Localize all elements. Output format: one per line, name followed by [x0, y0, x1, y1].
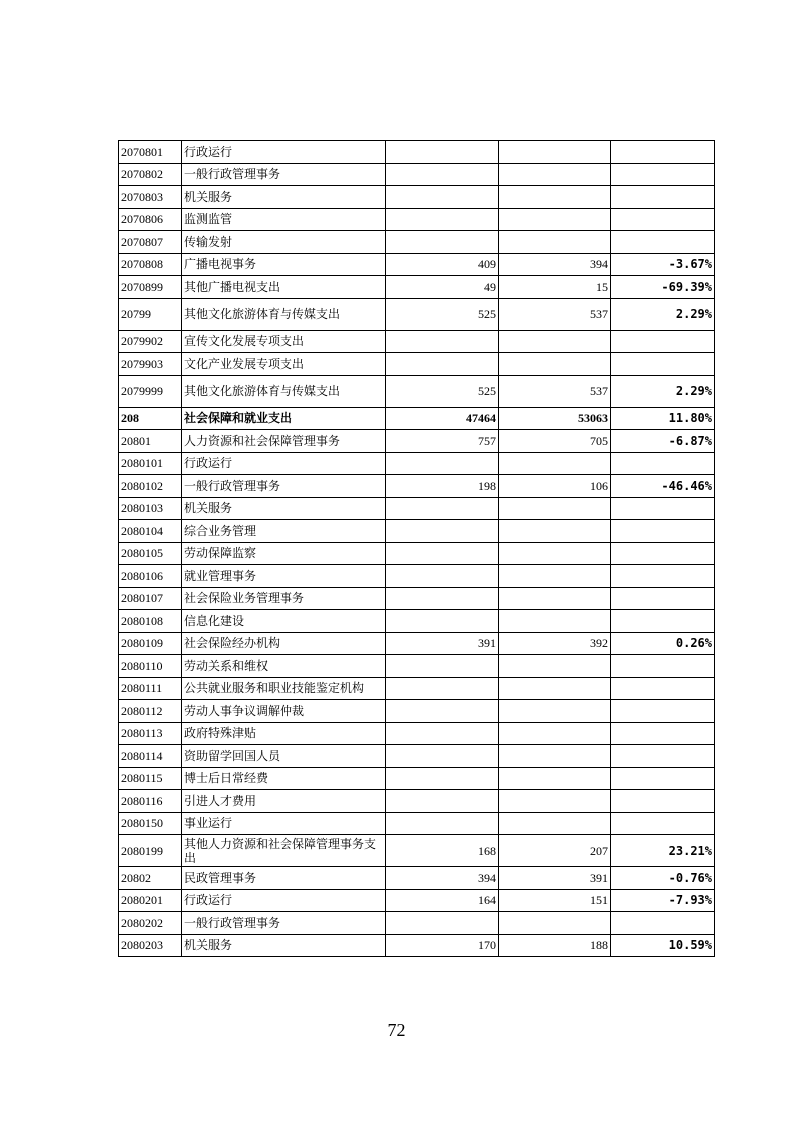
row-value-2: 207 — [499, 835, 611, 867]
row-code: 2080150 — [119, 812, 182, 835]
row-change-percent: -69.39% — [611, 276, 715, 299]
table-row — [119, 912, 715, 935]
row-value-1 — [386, 610, 499, 633]
row-code: 2080103 — [119, 497, 182, 520]
row-name: 其他广播电视支出 — [182, 276, 386, 299]
row-change-percent: 23.21% — [611, 835, 715, 867]
row-name: 宣传文化发展专项支出 — [182, 330, 386, 353]
row-value-1: 409 — [386, 253, 499, 276]
row-code: 2080110 — [119, 655, 182, 678]
row-value-2 — [499, 745, 611, 768]
row-value-2: 537 — [499, 298, 611, 330]
table-row — [119, 610, 715, 633]
row-value-1 — [386, 141, 499, 164]
row-change-percent — [611, 330, 715, 353]
row-value-2 — [499, 330, 611, 353]
table-row — [119, 231, 715, 254]
row-name: 其他文化旅游体育与传媒支出 — [182, 298, 386, 330]
row-value-1 — [386, 353, 499, 376]
row-change-percent — [611, 767, 715, 790]
table-row — [119, 565, 715, 588]
row-code: 2080202 — [119, 912, 182, 935]
row-name: 社会保障和就业支出 — [182, 407, 386, 430]
row-value-1: 49 — [386, 276, 499, 299]
row-code: 2070803 — [119, 186, 182, 209]
table-row — [119, 253, 715, 276]
row-value-1 — [386, 231, 499, 254]
row-name: 公共就业服务和职业技能鉴定机构 — [182, 677, 386, 700]
row-value-2 — [499, 812, 611, 835]
row-change-percent: 11.80% — [611, 407, 715, 430]
row-code: 2080111 — [119, 677, 182, 700]
row-name: 一般行政管理事务 — [182, 912, 386, 935]
table-row — [119, 867, 715, 890]
row-name: 社会保险经办机构 — [182, 632, 386, 655]
row-name: 机关服务 — [182, 186, 386, 209]
row-value-2: 394 — [499, 253, 611, 276]
row-change-percent: -0.76% — [611, 867, 715, 890]
row-value-2 — [499, 587, 611, 610]
row-value-2: 15 — [499, 276, 611, 299]
row-value-1 — [386, 452, 499, 475]
row-value-1 — [386, 330, 499, 353]
row-name: 监测监管 — [182, 208, 386, 231]
row-name: 机关服务 — [182, 497, 386, 520]
row-value-2: 391 — [499, 867, 611, 890]
table-row — [119, 497, 715, 520]
table-row — [119, 186, 715, 209]
table-row — [119, 520, 715, 543]
row-value-2 — [499, 655, 611, 678]
row-name: 其他文化旅游体育与传媒支出 — [182, 375, 386, 407]
row-name: 就业管理事务 — [182, 565, 386, 588]
row-value-2: 106 — [499, 475, 611, 498]
row-change-percent — [611, 186, 715, 209]
row-value-2 — [499, 208, 611, 231]
row-change-percent — [611, 745, 715, 768]
row-code: 20802 — [119, 867, 182, 890]
row-name: 劳动关系和维权 — [182, 655, 386, 678]
table-row — [119, 677, 715, 700]
table-row — [119, 330, 715, 353]
row-change-percent — [611, 520, 715, 543]
row-name: 一般行政管理事务 — [182, 475, 386, 498]
row-name: 博士后日常经费 — [182, 767, 386, 790]
row-name: 行政运行 — [182, 889, 386, 912]
row-code: 2070806 — [119, 208, 182, 231]
row-change-percent — [611, 722, 715, 745]
row-name: 劳动保障监察 — [182, 542, 386, 565]
table-row — [119, 452, 715, 475]
row-name: 文化产业发展专项支出 — [182, 353, 386, 376]
row-code: 20799 — [119, 298, 182, 330]
table-row — [119, 812, 715, 835]
row-value-1: 168 — [386, 835, 499, 867]
row-value-2: 53063 — [499, 407, 611, 430]
row-name: 引进人才费用 — [182, 790, 386, 813]
row-value-2 — [499, 452, 611, 475]
row-change-percent: 2.29% — [611, 375, 715, 407]
row-value-1 — [386, 520, 499, 543]
row-value-2 — [499, 163, 611, 186]
row-value-1: 170 — [386, 934, 499, 957]
row-value-2: 151 — [499, 889, 611, 912]
row-value-2 — [499, 722, 611, 745]
row-name: 人力资源和社会保障管理事务 — [182, 430, 386, 453]
table-row — [119, 208, 715, 231]
row-value-2: 705 — [499, 430, 611, 453]
row-change-percent — [611, 790, 715, 813]
row-code: 20801 — [119, 430, 182, 453]
row-value-1 — [386, 186, 499, 209]
table-row — [119, 889, 715, 912]
table-row — [119, 632, 715, 655]
table-row — [119, 722, 715, 745]
row-value-2 — [499, 790, 611, 813]
row-code: 2080101 — [119, 452, 182, 475]
row-value-2 — [499, 565, 611, 588]
row-name: 劳动人事争议调解仲裁 — [182, 700, 386, 723]
row-code: 2080199 — [119, 835, 182, 867]
row-name: 政府特殊津贴 — [182, 722, 386, 745]
row-value-1: 391 — [386, 632, 499, 655]
row-value-1 — [386, 812, 499, 835]
row-code: 2079903 — [119, 353, 182, 376]
row-value-1 — [386, 912, 499, 935]
table-row — [119, 767, 715, 790]
row-value-1 — [386, 587, 499, 610]
row-change-percent — [611, 208, 715, 231]
row-value-2 — [499, 353, 611, 376]
row-value-1: 198 — [386, 475, 499, 498]
table-row — [119, 353, 715, 376]
row-change-percent — [611, 812, 715, 835]
row-change-percent — [611, 912, 715, 935]
table-row — [119, 430, 715, 453]
row-value-2 — [499, 520, 611, 543]
row-code: 2080116 — [119, 790, 182, 813]
row-value-1 — [386, 700, 499, 723]
row-value-2 — [499, 700, 611, 723]
row-code: 2079999 — [119, 375, 182, 407]
table-row — [119, 475, 715, 498]
row-value-1: 394 — [386, 867, 499, 890]
table-row — [119, 587, 715, 610]
row-value-2: 188 — [499, 934, 611, 957]
row-value-2: 392 — [499, 632, 611, 655]
row-change-percent — [611, 353, 715, 376]
row-code: 2070802 — [119, 163, 182, 186]
row-change-percent — [611, 163, 715, 186]
row-name: 行政运行 — [182, 141, 386, 164]
row-change-percent: -46.46% — [611, 475, 715, 498]
row-value-2: 537 — [499, 375, 611, 407]
row-value-1 — [386, 790, 499, 813]
row-name: 资助留学回国人员 — [182, 745, 386, 768]
row-code: 2080104 — [119, 520, 182, 543]
row-value-2 — [499, 767, 611, 790]
row-change-percent: 0.26% — [611, 632, 715, 655]
row-code: 2070801 — [119, 141, 182, 164]
row-change-percent — [611, 587, 715, 610]
row-name: 机关服务 — [182, 934, 386, 957]
row-value-1 — [386, 497, 499, 520]
row-code: 2080203 — [119, 934, 182, 957]
row-change-percent — [611, 452, 715, 475]
row-value-2 — [499, 497, 611, 520]
row-value-2 — [499, 141, 611, 164]
row-change-percent — [611, 565, 715, 588]
row-change-percent: -7.93% — [611, 889, 715, 912]
row-code: 2080109 — [119, 632, 182, 655]
table-row — [119, 542, 715, 565]
row-value-1 — [386, 163, 499, 186]
row-value-1: 757 — [386, 430, 499, 453]
row-value-2 — [499, 542, 611, 565]
table-row — [119, 375, 715, 407]
row-value-2 — [499, 231, 611, 254]
page-number: 72 — [387, 1020, 406, 1040]
table-row — [119, 655, 715, 678]
table-row — [119, 407, 715, 430]
row-value-1 — [386, 767, 499, 790]
row-value-2 — [499, 677, 611, 700]
row-code: 2070899 — [119, 276, 182, 299]
row-change-percent — [611, 610, 715, 633]
row-value-1 — [386, 722, 499, 745]
table-row — [119, 141, 715, 164]
row-code: 2080113 — [119, 722, 182, 745]
budget-table-body — [119, 141, 715, 957]
row-code: 2070807 — [119, 231, 182, 254]
row-value-1 — [386, 208, 499, 231]
row-code: 2080201 — [119, 889, 182, 912]
table-row — [119, 700, 715, 723]
row-name: 综合业务管理 — [182, 520, 386, 543]
row-code: 2080114 — [119, 745, 182, 768]
row-name: 信息化建设 — [182, 610, 386, 633]
row-change-percent: 2.29% — [611, 298, 715, 330]
row-value-1: 164 — [386, 889, 499, 912]
row-code: 2080105 — [119, 542, 182, 565]
table-row — [119, 790, 715, 813]
row-change-percent — [611, 677, 715, 700]
row-value-1 — [386, 565, 499, 588]
row-value-1: 525 — [386, 298, 499, 330]
row-code: 2080106 — [119, 565, 182, 588]
row-name: 一般行政管理事务 — [182, 163, 386, 186]
row-change-percent — [611, 655, 715, 678]
table-row — [119, 163, 715, 186]
row-change-percent — [611, 542, 715, 565]
budget-table — [118, 140, 715, 957]
row-name: 社会保险业务管理事务 — [182, 587, 386, 610]
row-name: 民政管理事务 — [182, 867, 386, 890]
row-code: 2079902 — [119, 330, 182, 353]
table-row — [119, 934, 715, 957]
row-name: 广播电视事务 — [182, 253, 386, 276]
row-value-2 — [499, 912, 611, 935]
row-code: 2080102 — [119, 475, 182, 498]
row-name: 传输发射 — [182, 231, 386, 254]
row-code: 208 — [119, 407, 182, 430]
row-code: 2080115 — [119, 767, 182, 790]
row-change-percent: 10.59% — [611, 934, 715, 957]
row-code: 2070808 — [119, 253, 182, 276]
row-change-percent: -3.67% — [611, 253, 715, 276]
row-value-2 — [499, 610, 611, 633]
row-code: 2080112 — [119, 700, 182, 723]
row-code: 2080108 — [119, 610, 182, 633]
row-change-percent — [611, 700, 715, 723]
row-value-1 — [386, 655, 499, 678]
row-name: 其他人力资源和社会保障管理事务支出 — [182, 835, 386, 867]
row-change-percent — [611, 497, 715, 520]
row-value-1 — [386, 542, 499, 565]
table-row — [119, 298, 715, 330]
row-name: 行政运行 — [182, 452, 386, 475]
row-change-percent — [611, 141, 715, 164]
row-value-1 — [386, 745, 499, 768]
table-row — [119, 835, 715, 867]
table-row — [119, 745, 715, 768]
row-name: 事业运行 — [182, 812, 386, 835]
row-value-2 — [499, 186, 611, 209]
table-row — [119, 276, 715, 299]
row-value-1: 47464 — [386, 407, 499, 430]
row-code: 2080107 — [119, 587, 182, 610]
row-value-1: 525 — [386, 375, 499, 407]
row-change-percent — [611, 231, 715, 254]
row-value-1 — [386, 677, 499, 700]
row-change-percent: -6.87% — [611, 430, 715, 453]
